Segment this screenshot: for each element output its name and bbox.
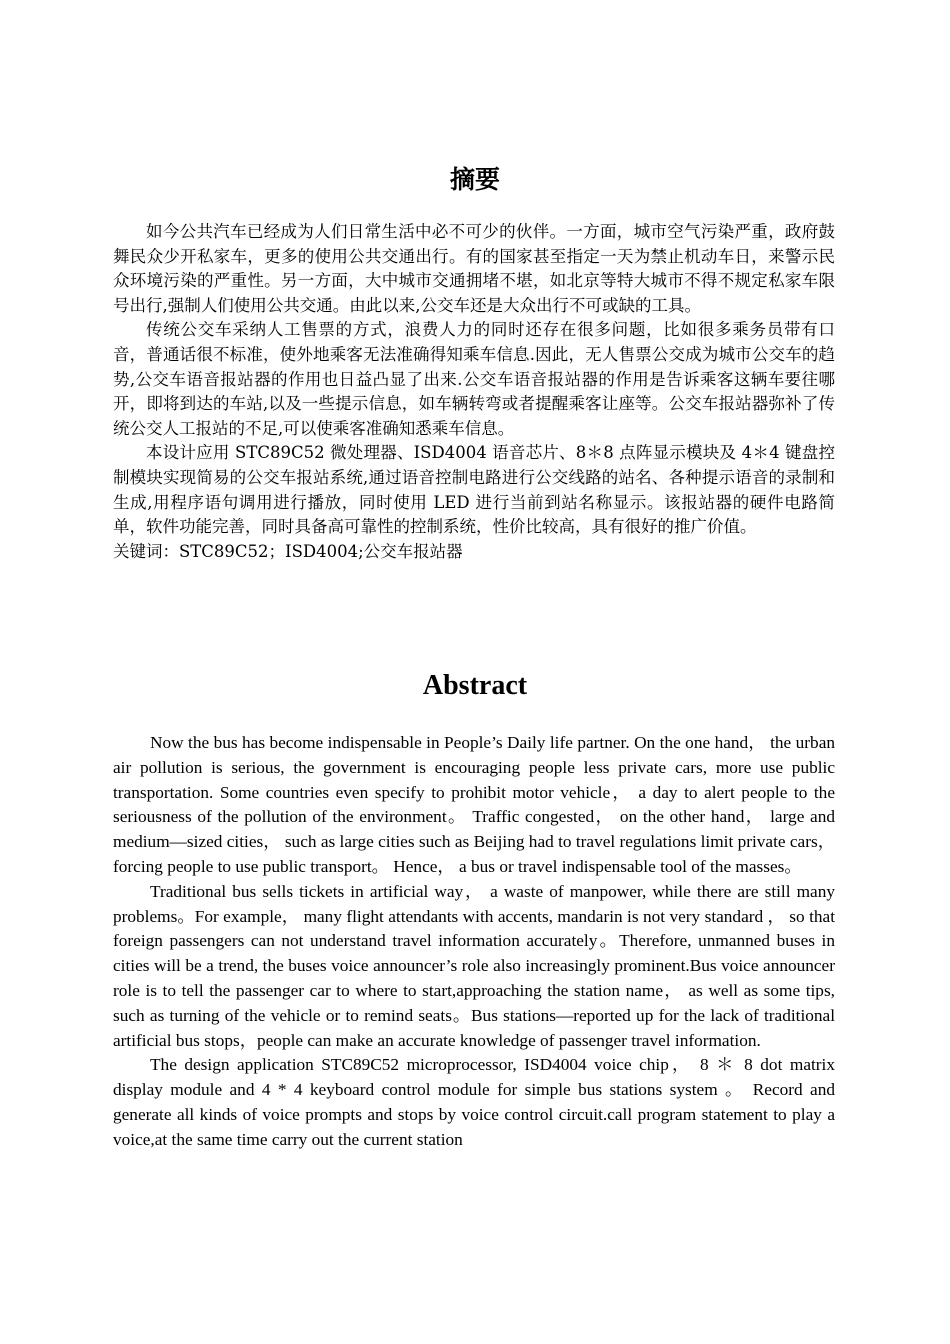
chinese-paragraph-1: 如今公共汽车已经成为人们日常生活中必不可少的伙伴。一方面，城市空气污染严重，政府鼓舞民众少开私家车，更多的使用公共交通出行。有的国家甚至指定一天为禁止机动车日，来警示民众环境污染的严重性。另一方面，大中城市交通拥堵不堪，如北京等特大城市不得不规定私家车限号出行,强制人们使用公共交通。由此以来,公交车还是大众出行不可或缺的工具。: [113, 222, 835, 315]
chinese-abstract-body: [113, 220, 835, 564]
english-abstract-body: [113, 731, 835, 1153]
keywords-line: [113, 540, 835, 565]
english-paragraph-1: Now the bus has become indispensable in People’s Daily life partner. On the one hand， the urban air pollution is serious, the government is encouraging people less private cars, more use public transportation. Some countries even specify to prohibit motor vehicle， a day to alert people to the seriousness of the pollution of the environment。 Traffic congested， on the other hand， large and medium—sized cities， such as large cities such as Beijing had to travel regulations limit private cars， forcing people to use public transport。 Hence， a bus or travel indispensable tool of the masses。: [113, 733, 835, 876]
chinese-paragraph-3: 本设计应用 STC89C52 微处理器、ISD4004 语音芯片、8＊8 点阵显示模块及 4＊4 键盘控制模块实现简易的公交车报站系统,通过语音控制电路进行公交线路的站名、各种提示语音的录制和生成,用程序语句调用进行播放，同时使用 LED 进行当前到站名称显示。该报站器的硬件电路简单，软件功能完善，同时具备高可靠性的控制系统，性价比较高，具有很好的推广价值。: [113, 443, 835, 537]
chinese-abstract-title: 摘要: [449, 165, 500, 194]
keywords-label: 关键词：: [113, 541, 179, 561]
keywords-text: STC89C52；ISD4004;公交车报站器: [179, 541, 463, 561]
english-paragraph-2: Traditional bus sells tickets in artificial way， a waste of manpower, while there are still many problems。For example， many flight attendants with accents, mandarin is not very standard ， so that foreign passengers can not understand travel information accurately。Therefore, unmanned buses in cities will be a trend, the buses voice announcer’s role also increasingly prominent.Bus voice announcer role is to tell the passenger car to where to start,approaching the station name， as well as some tips, such as turning of the vehicle or to remind seats。Bus stations—reported up for the lack of traditional artificial bus stops，people can make an accurate knowledge of passenger travel information.: [113, 881, 835, 1050]
chinese-paragraph-2: 传统公交车采纳人工售票的方式，浪费人力的同时还存在很多问题，比如很多乘务员带有口音，普通话很不标准，使外地乘客无法准确得知乘车信息.因此，无人售票公交成为城市公交车的趋势,公交车语音报站器的作用也日益凸显了出来.公交车语音报站器的作用是告诉乘客这辆车要往哪开，即将到达的车站,以及一些提示信息，如车辆转弯或者提醒乘客让座等。公交车报站器弥补了传统公交人工报站的不足,可以使乘客准确知悉乘车信息。: [113, 320, 835, 438]
english-paragraph-3: The design application STC89C52 microprocessor, ISD4004 voice chip， 8 ＊ 8 dot matrix display module and 4 * 4 keyboard control module for simple bus stations system 。 Record and generate all kinds of voice prompts and stops by voice control circuit.call program statement to play a voice,at the same time carry out the current station: [113, 1055, 835, 1149]
english-abstract-title: Abstract: [422, 670, 528, 701]
